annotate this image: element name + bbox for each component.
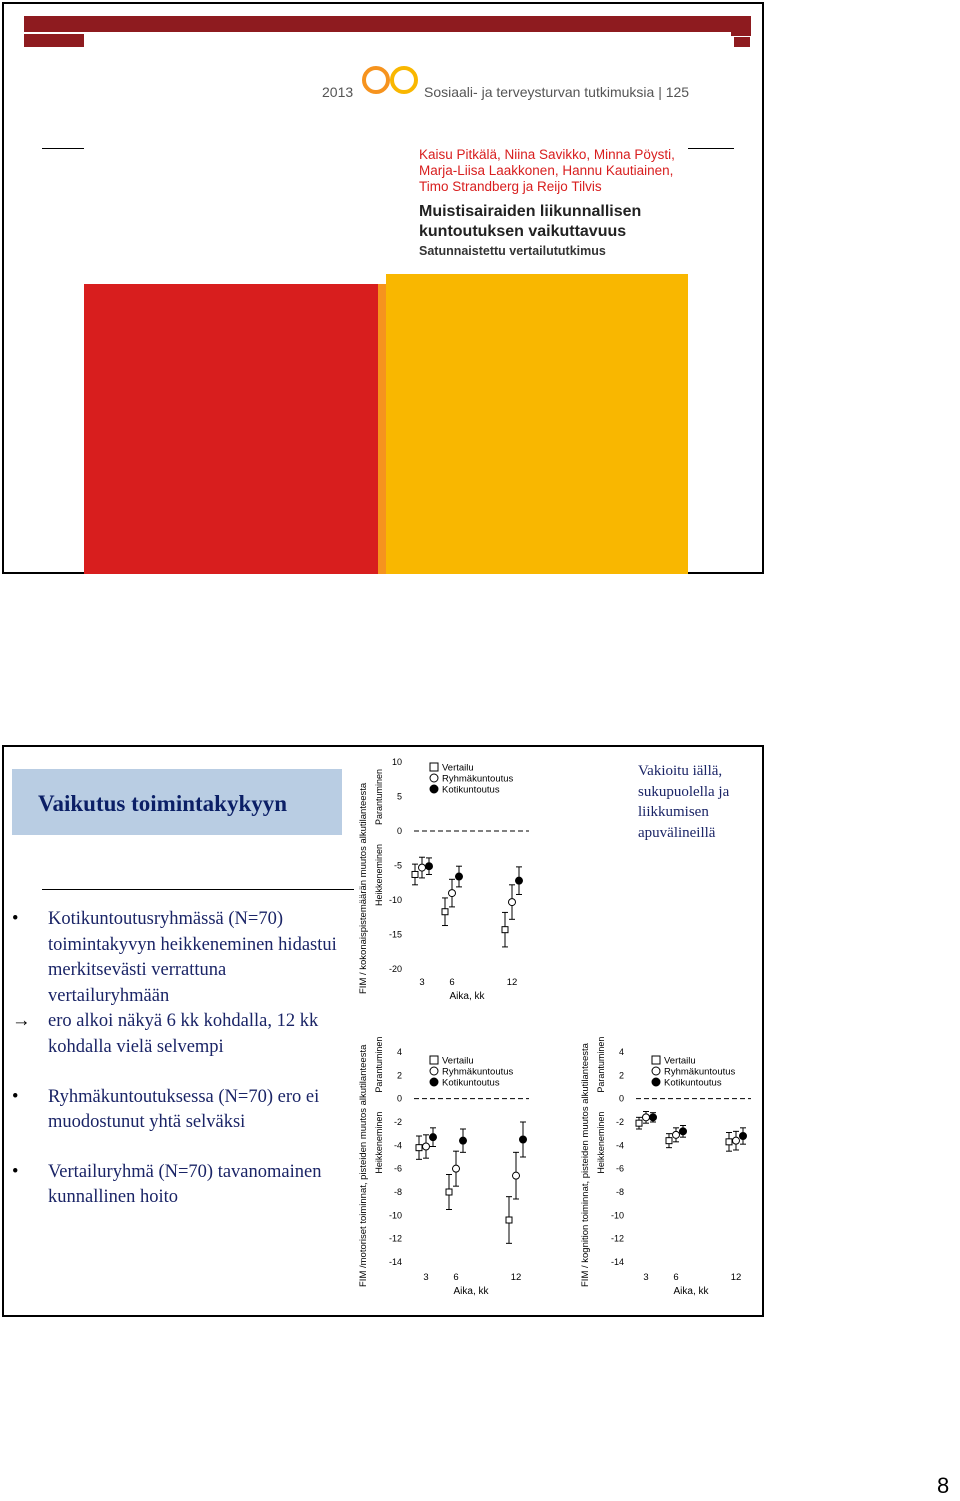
legend-label: Vertailu	[442, 1055, 474, 1067]
x-tick-label: 12	[506, 977, 518, 988]
arrow-icon: →	[12, 1011, 31, 1032]
y-axis-down-label: Heikkeneminen	[374, 843, 384, 906]
y-axis-label: FIM / kognition toiminnat, pisteiden muutos alkutilanteesta	[580, 1043, 591, 1287]
x-tick-label: 12	[510, 1272, 522, 1283]
y-tick-label: 0	[618, 1093, 624, 1104]
y-tick-label: 0	[396, 826, 402, 836]
data-point-circle	[423, 1143, 430, 1150]
data-point-circle	[650, 1114, 657, 1121]
bullet-item	[12, 907, 347, 1009]
data-point-square	[502, 927, 508, 933]
y-tick-label: 10	[391, 757, 402, 767]
cover-year: 2013	[322, 84, 354, 100]
cover-block-yellow	[386, 274, 688, 574]
adjustment-note: Vakioitu iällä, sukupuolella ja liikkumisen apuvälineillä	[638, 763, 730, 841]
x-tick-label: 6	[449, 977, 455, 988]
page-number: 8	[937, 1473, 950, 1498]
legend-circle-marker	[430, 774, 438, 782]
data-point-circle	[426, 863, 433, 870]
data-point-square	[412, 871, 418, 877]
y-tick-label: -2	[615, 1117, 624, 1127]
x-tick-label: 12	[730, 1272, 742, 1283]
data-point-square	[442, 909, 448, 915]
data-point-circle	[733, 1137, 740, 1144]
author-line: Kaisu Pitkälä, Niina Savikko, Minna Pöysti,	[419, 147, 675, 162]
y-tick-label: -6	[615, 1163, 624, 1174]
author-line: Marja-Liisa Laakkonen, Hannu Kautiainen,	[419, 163, 674, 178]
bullet-item	[12, 1085, 347, 1136]
data-point-circle	[516, 877, 523, 884]
legend-label: Vertailu	[664, 1055, 696, 1067]
data-point-circle	[419, 864, 426, 871]
data-point-square	[666, 1138, 672, 1144]
y-tick-label: -12	[610, 1233, 624, 1244]
legend-circle-marker	[652, 1078, 660, 1086]
y-tick-label: -8	[615, 1187, 624, 1197]
cover-authors	[419, 147, 675, 195]
legend-label: Ryhmäkuntoutus	[442, 773, 514, 785]
bullet-item	[12, 1160, 347, 1211]
top-bar-lower	[24, 34, 84, 47]
data-point-square	[416, 1145, 422, 1151]
legend-label: Kotikuntoutus	[664, 1077, 722, 1089]
x-axis-label: Aika, kk	[449, 991, 485, 1002]
legend-label: Kotikuntoutus	[442, 1077, 500, 1089]
legend-square-marker	[430, 763, 438, 771]
y-tick-label: -10	[388, 895, 402, 905]
bullet-text: Kotikuntoutusryhmässä (N=70) toimintakyvyn heikkeneminen hidastui merkitsevästi verrattuna vertailuryhmään	[48, 909, 337, 1006]
y-tick-label: -14	[388, 1257, 402, 1267]
bullet-mark: •	[12, 1161, 19, 1182]
cover-rule-left	[42, 148, 84, 149]
chart-fim-cognitive	[576, 1012, 776, 1312]
legend-square-marker	[430, 1056, 438, 1064]
bullet-text: Vertailuryhmä (N=70) tavanomainen kunnallinen hoito	[48, 1161, 322, 1208]
y-tick-label: 5	[396, 791, 402, 802]
data-point-circle	[680, 1128, 687, 1135]
data-point-square	[446, 1189, 452, 1195]
cover-series: Sosiaali- ja terveysturvan tutkimuksia | 125	[424, 84, 690, 100]
legend-label: Ryhmäkuntoutus	[442, 1066, 514, 1078]
cover-block-red	[84, 284, 380, 574]
slide-title: Vaikutus toimintakykyyn	[38, 791, 288, 816]
x-tick-label: 3	[423, 1272, 429, 1283]
author-line: Timo Strandberg ja Reijo Tilvis	[419, 179, 602, 194]
x-tick-label: 6	[453, 1272, 459, 1283]
y-axis-down-label: Heikkeneminen	[374, 1111, 384, 1174]
data-point-circle	[643, 1114, 650, 1121]
slide-title-box	[12, 769, 342, 835]
y-tick-label: -15	[388, 929, 402, 940]
legend-label: Vertailu	[442, 762, 474, 774]
logo-icon	[361, 59, 421, 101]
data-point-circle	[509, 899, 516, 906]
cover-subtitle: Satunnaistettu vertailututkimus	[419, 244, 606, 258]
legend-square-marker	[652, 1056, 660, 1064]
legend-circle-marker	[652, 1067, 660, 1075]
bullet-list	[12, 907, 347, 1211]
y-tick-label: 2	[618, 1070, 624, 1081]
top-bar-accent	[731, 16, 751, 36]
legend-circle-marker	[430, 785, 438, 793]
y-tick-label: -4	[615, 1140, 624, 1151]
data-point-circle	[453, 1165, 460, 1172]
y-tick-label: -12	[388, 1233, 402, 1244]
y-tick-label: -10	[610, 1210, 624, 1221]
bullet-mark: •	[12, 1086, 19, 1107]
data-point-square	[636, 1120, 642, 1126]
x-axis-label: Aika, kk	[673, 1286, 709, 1297]
y-axis-up-label: Parantuminen	[374, 768, 384, 825]
x-tick-label: 6	[673, 1272, 679, 1283]
x-axis-label: Aika, kk	[453, 1286, 489, 1297]
y-tick-label: -6	[393, 1163, 402, 1174]
data-point-circle	[520, 1136, 527, 1143]
y-tick-label: 2	[396, 1070, 402, 1081]
y-tick-label: -4	[393, 1140, 402, 1151]
data-point-circle	[430, 1134, 437, 1141]
y-axis-label: FIM /motoriset toiminnat, pisteiden muutos alkutilanteesta	[358, 1044, 369, 1287]
y-tick-label: 4	[396, 1047, 402, 1057]
bullet-item	[12, 1009, 347, 1060]
y-tick-label: -5	[393, 860, 402, 871]
data-point-circle	[740, 1133, 747, 1140]
y-tick-label: -10	[388, 1210, 402, 1221]
chart-fim-total	[354, 747, 554, 1019]
y-tick-label: -8	[393, 1187, 402, 1197]
y-axis-up-label: Parantuminen	[374, 1036, 384, 1093]
title-line: kuntoutuksen vaikuttavuus	[419, 223, 627, 240]
cover-slide	[2, 2, 764, 574]
bullet-text: Ryhmäkuntoutuksessa (N=70) ero ei muodostunut yhtä selväksi	[48, 1086, 320, 1133]
cover-rule-right	[688, 148, 734, 149]
title-underline	[42, 889, 354, 890]
cover-title	[419, 202, 641, 242]
data-point-square	[506, 1217, 512, 1223]
y-axis-label: FIM / kokonaispistemäärän muutos alkutilanteesta	[358, 782, 369, 994]
legend-label: Ryhmäkuntoutus	[664, 1066, 736, 1078]
y-tick-label: -14	[610, 1257, 624, 1267]
legend-circle-marker	[430, 1067, 438, 1075]
data-point-square	[726, 1139, 732, 1145]
y-tick-label: -2	[393, 1117, 402, 1127]
data-point-circle	[673, 1131, 680, 1138]
x-tick-label: 3	[419, 977, 425, 988]
y-tick-label: 4	[618, 1047, 624, 1057]
x-tick-label: 3	[643, 1272, 649, 1283]
results-slide	[2, 745, 764, 1317]
legend-label: Kotikuntoutus	[442, 784, 500, 796]
top-bar	[24, 16, 734, 32]
title-line: Muistisairaiden liikunnallisen	[419, 203, 642, 220]
y-axis-up-label: Parantuminen	[596, 1036, 606, 1093]
data-point-circle	[449, 890, 456, 897]
data-point-circle	[456, 873, 463, 880]
y-tick-label: -20	[388, 964, 402, 974]
data-point-circle	[460, 1137, 467, 1144]
bullet-text: ero alkoi näkyä 6 kk kohdalla, 12 kk kohdalla vielä selvempi	[48, 1011, 319, 1057]
legend-circle-marker	[430, 1078, 438, 1086]
bullet-mark: •	[12, 909, 19, 929]
data-point-circle	[513, 1172, 520, 1179]
y-tick-label: 0	[396, 1093, 402, 1104]
chart-fim-motor	[354, 1012, 554, 1312]
top-bar-lower-right	[734, 37, 750, 47]
y-axis-down-label: Heikkeneminen	[596, 1111, 606, 1174]
